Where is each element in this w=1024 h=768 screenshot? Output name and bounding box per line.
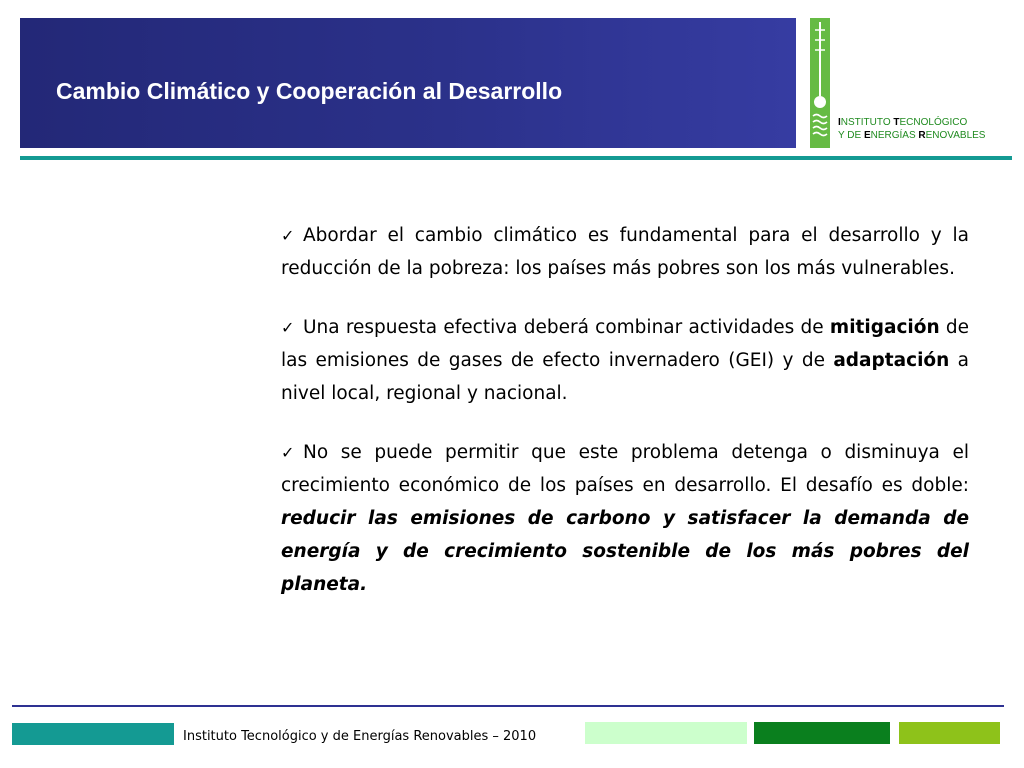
institution-logo-text: [838, 116, 985, 142]
footer-light-green-block: [585, 722, 747, 744]
logo-text-segment: I: [838, 117, 841, 128]
logo-line-2: [838, 129, 985, 142]
bullet-text-segment: de las emisiones de gases de efecto invernadero (GEI) y de: [281, 317, 970, 371]
footer-lime-block: [899, 722, 1000, 744]
checkmark-icon: ✓: [281, 443, 295, 462]
header-divider: [20, 156, 1012, 160]
logo-text-segment: E: [863, 130, 871, 141]
bullet-text-segment: mitigación: [829, 317, 940, 338]
footer-teal-block: [12, 723, 174, 745]
logo-line-1: [838, 116, 985, 129]
bullet-item-2: [281, 311, 969, 410]
bullet-text-segment: a nivel local, regional y nacional.: [281, 350, 969, 404]
bullet-item-1: [281, 219, 969, 285]
header-banner: [20, 18, 796, 148]
footer-dark-green-block: [754, 722, 890, 744]
page-title: Cambio Climático y Cooperación al Desarrollo: [56, 78, 563, 104]
logo-emblem-icon: [810, 18, 830, 148]
bullet-text-segment: No se puede permitir que este problema detenga o disminuya el crecimiento económico de los países en desarrollo. El desafío es doble:: [281, 442, 969, 496]
footer-text: Instituto Tecnológico y de Energías Renovables – 2010: [183, 729, 537, 744]
bullet-list: [281, 219, 969, 627]
logo-text-segment: T: [893, 117, 900, 128]
bullet-text-segment: Una respuesta efectiva deberá combinar actividades de: [303, 317, 830, 338]
bullet-item-3: [281, 436, 969, 601]
logo-text-segment: NSTITUTO: [840, 117, 894, 128]
logo-text-segment: ENOVABLES: [925, 130, 986, 141]
logo-text-segment: ECNOLÓGICO: [899, 117, 968, 128]
logo-text-segment: Y DE: [838, 130, 864, 141]
logo-text-segment: NERGÍAS: [870, 130, 919, 141]
bullet-text-segment: adaptación: [833, 350, 950, 371]
footer-divider: [12, 705, 1004, 707]
logo-text-segment: R: [918, 130, 926, 141]
checkmark-icon: ✓: [281, 318, 295, 337]
checkmark-icon: ✓: [281, 226, 295, 245]
bullet-text-segment: reducir las emisiones de carbono y satisfacer la demanda de energía y de crecimiento sostenible de los más pobres del planeta.: [281, 508, 969, 595]
bullet-text-segment: Abordar el cambio climático es fundamental para el desarrollo y la reducción de la pobreza: los países más pobres son los más vulnerables.: [281, 225, 969, 279]
